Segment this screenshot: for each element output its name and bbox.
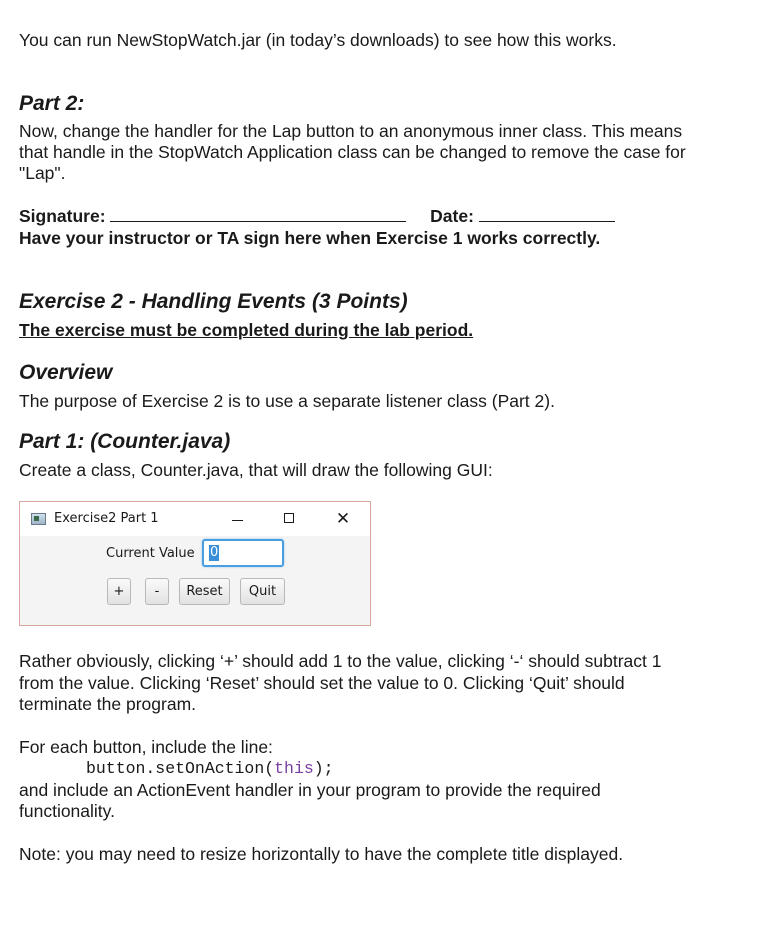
signature-instruction: Have your instructor or TA sign here when Exercise 1 works correctly. xyxy=(19,228,601,248)
code-suffix: ); xyxy=(313,759,334,778)
quit-button[interactable]: Quit xyxy=(240,578,285,605)
each-button-after-2: functionality. xyxy=(19,801,115,821)
minus-button[interactable]: - xyxy=(145,578,169,605)
code-prefix: button.setOnAction( xyxy=(86,759,275,778)
each-button-after-1: and include an ActionEvent handler in your program to provide the required xyxy=(19,780,601,800)
part1-text: Create a class, Counter.java, that will draw the following GUI: xyxy=(19,460,493,480)
description-line-1: Rather obviously, clicking ‘+’ should add 1 to the value, clicking ‘-‘ should subtract 1 xyxy=(19,651,662,671)
close-icon: ✕ xyxy=(335,509,351,529)
part2-line-2: that handle in the StopWatch Application class can be changed to remove the case for xyxy=(19,142,686,162)
overview-heading: Overview xyxy=(19,361,113,384)
close-button[interactable] xyxy=(331,509,355,529)
current-value-label: Current Value xyxy=(106,546,195,561)
part2-line-1: Now, change the handler for the Lap button to an anonymous inner class. This means xyxy=(19,121,683,141)
each-button-intro: For each button, include the line: xyxy=(19,737,273,757)
exercise2-requirement: The exercise must be completed during the lab period. xyxy=(19,320,474,340)
app-icon xyxy=(31,513,46,525)
description-line-3: terminate the program. xyxy=(19,694,197,714)
signature-label: Signature: xyxy=(19,206,106,226)
window-title: Exercise2 Part 1 xyxy=(54,511,159,526)
maximize-button[interactable] xyxy=(278,509,302,529)
current-value-text: 0 xyxy=(210,545,219,560)
exercise2-heading: Exercise 2 - Handling Events (3 Points) xyxy=(19,290,408,313)
minimize-icon xyxy=(232,520,243,521)
part2-line-3: "Lap". xyxy=(19,163,66,183)
code-line xyxy=(86,758,334,779)
reset-button[interactable]: Reset xyxy=(179,578,230,605)
note-text: Note: you may need to resize horizontally to have the complete title displayed. xyxy=(19,844,624,864)
part1-heading: Part 1: (Counter.java) xyxy=(19,430,231,453)
date-label: Date: xyxy=(430,206,474,226)
description-line-2: from the value. Clicking ‘Reset’ should set the value to 0. Clicking ‘Quit’ should xyxy=(19,673,625,693)
gui-window-screenshot xyxy=(19,501,371,626)
plus-button[interactable]: + xyxy=(107,578,131,605)
signature-row xyxy=(19,206,749,228)
minimize-button[interactable] xyxy=(226,509,250,529)
date-line[interactable] xyxy=(479,207,615,222)
current-value-input[interactable] xyxy=(202,539,284,567)
overview-text: The purpose of Exercise 2 is to use a separate listener class (Part 2). xyxy=(19,391,555,411)
window-titlebar[interactable] xyxy=(20,502,370,536)
part2-heading: Part 2: xyxy=(19,92,85,115)
signature-line[interactable] xyxy=(110,207,406,222)
intro-run-line: You can run NewStopWatch.jar (in today’s downloads) to see how this works. xyxy=(19,30,617,50)
code-keyword: this xyxy=(274,759,314,778)
maximize-icon xyxy=(284,513,294,523)
